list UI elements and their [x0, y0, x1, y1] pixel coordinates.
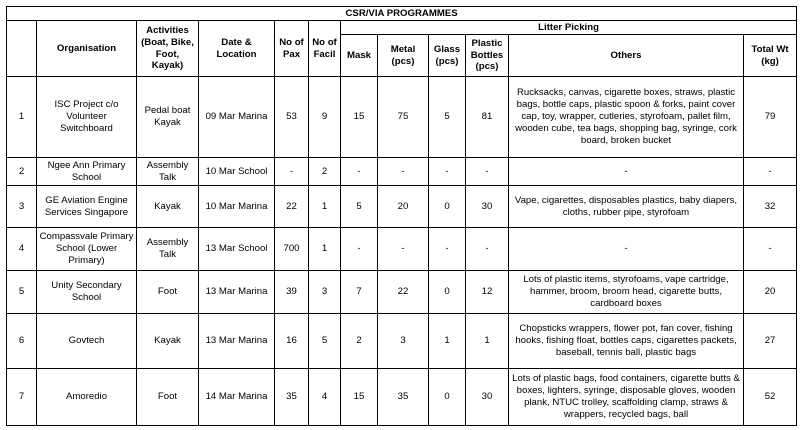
- cell-organisation: Govtech: [37, 314, 137, 369]
- cell-glass: -: [429, 228, 466, 271]
- cell-no: 1: [7, 77, 37, 158]
- cell-activity: Kayak: [137, 314, 199, 369]
- cell-pax: -: [275, 158, 309, 186]
- table-row: [7, 228, 797, 271]
- cell-glass: 0: [429, 369, 466, 426]
- cell-plastic: 30: [466, 369, 509, 426]
- header-plastic-bottles: Plastic Bottles (pcs): [466, 35, 509, 77]
- cell-pax: 39: [275, 271, 309, 314]
- cell-total: 27: [744, 314, 797, 369]
- cell-activity: Pedal boat Kayak: [137, 77, 199, 158]
- cell-others: Vape, cigarettes, disposables plastics, baby diapers, cloths, rubber pipe, styrofoam: [509, 186, 744, 228]
- cell-plastic: -: [466, 158, 509, 186]
- cell-organisation: Amoredio: [37, 369, 137, 426]
- cell-others: Lots of plastic items, styrofoams, vape cartridge, hammer, broom, broom head, cigarette butts, cardboard boxes: [509, 271, 744, 314]
- cell-glass: 0: [429, 186, 466, 228]
- header-others: Others: [509, 35, 744, 77]
- cell-plastic: -: [466, 228, 509, 271]
- cell-others: -: [509, 158, 744, 186]
- table-row: [7, 271, 797, 314]
- cell-facil: 9: [309, 77, 341, 158]
- cell-total: 79: [744, 77, 797, 158]
- cell-pax: 700: [275, 228, 309, 271]
- cell-no: 6: [7, 314, 37, 369]
- cell-facil: 5: [309, 314, 341, 369]
- cell-metal: 75: [378, 77, 429, 158]
- cell-plastic: 81: [466, 77, 509, 158]
- cell-date-location: 14 Mar Marina: [199, 369, 275, 426]
- cell-plastic: 12: [466, 271, 509, 314]
- cell-glass: 0: [429, 271, 466, 314]
- cell-organisation: Ngee Ann Primary School: [37, 158, 137, 186]
- cell-total: 32: [744, 186, 797, 228]
- cell-activity: Assembly Talk: [137, 158, 199, 186]
- cell-total: 20: [744, 271, 797, 314]
- table-row: [7, 186, 797, 228]
- cell-no: 2: [7, 158, 37, 186]
- cell-metal: 22: [378, 271, 429, 314]
- cell-metal: 20: [378, 186, 429, 228]
- cell-activity: Foot: [137, 369, 199, 426]
- header-litter-picking: Litter Picking: [341, 21, 797, 35]
- cell-no: 7: [7, 369, 37, 426]
- cell-mask: 15: [341, 369, 378, 426]
- header-mask: Mask: [341, 35, 378, 77]
- cell-mask: 2: [341, 314, 378, 369]
- cell-others: Rucksacks, canvas, cigarette boxes, straws, plastic bags, bottle caps, plastic spoon & forks, paint cover cap, toy, wrapper, cutleries, styrofoam, pallet film, wooden cube, tea bags, shopping bag, syringe, cork board, broken bucket: [509, 77, 744, 158]
- cell-plastic: 30: [466, 186, 509, 228]
- cell-date-location: 13 Mar Marina: [199, 314, 275, 369]
- cell-activity: Foot: [137, 271, 199, 314]
- cell-organisation: GE Aviation Engine Services Singapore: [37, 186, 137, 228]
- cell-date-location: 13 Mar Marina: [199, 271, 275, 314]
- header-metal: Metal (pcs): [378, 35, 429, 77]
- table-row: [7, 77, 797, 158]
- cell-date-location: 10 Mar Marina: [199, 186, 275, 228]
- cell-facil: 4: [309, 369, 341, 426]
- cell-organisation: ISC Project c/o Volunteer Switchboard: [37, 77, 137, 158]
- cell-activity: Kayak: [137, 186, 199, 228]
- header-date-location: Date & Location: [199, 21, 275, 77]
- cell-glass: 1: [429, 314, 466, 369]
- cell-facil: 3: [309, 271, 341, 314]
- csr-programmes-table: [6, 6, 797, 426]
- cell-facil: 2: [309, 158, 341, 186]
- cell-others: Lots of plastic bags, food containers, cigarette butts & boxes, lighters, syringe, disposable gloves, wooden plank, NTUC trolley, scaffolding clamp, straws & wrappers, recycled bags, ball: [509, 369, 744, 426]
- header-index: [7, 21, 37, 77]
- header-organisation: Organisation: [37, 21, 137, 77]
- cell-organisation: Unity Secondary School: [37, 271, 137, 314]
- cell-date-location: 09 Mar Marina: [199, 77, 275, 158]
- cell-total: -: [744, 158, 797, 186]
- table-row: [7, 369, 797, 426]
- cell-metal: 3: [378, 314, 429, 369]
- cell-facil: 1: [309, 228, 341, 271]
- cell-mask: 5: [341, 186, 378, 228]
- cell-glass: -: [429, 158, 466, 186]
- cell-facil: 1: [309, 186, 341, 228]
- cell-metal: -: [378, 158, 429, 186]
- cell-metal: 35: [378, 369, 429, 426]
- cell-activity: Assembly Talk: [137, 228, 199, 271]
- cell-mask: 7: [341, 271, 378, 314]
- header-total-wt: Total Wt (kg): [744, 35, 797, 77]
- header-activities: Activities (Boat, Bike, Foot, Kayak): [137, 21, 199, 77]
- cell-date-location: 13 Mar School: [199, 228, 275, 271]
- cell-plastic: 1: [466, 314, 509, 369]
- cell-others: Chopsticks wrappers, flower pot, fan cover, fishing hooks, fishing float, bottles caps, cigarettes packets, baseball, tennis ball, plastic bags: [509, 314, 744, 369]
- cell-no: 3: [7, 186, 37, 228]
- cell-pax: 53: [275, 77, 309, 158]
- header-glass: Glass (pcs): [429, 35, 466, 77]
- cell-others: -: [509, 228, 744, 271]
- header-no-facil: No of Facil: [309, 21, 341, 77]
- cell-pax: 35: [275, 369, 309, 426]
- cell-metal: -: [378, 228, 429, 271]
- cell-no: 5: [7, 271, 37, 314]
- cell-pax: 22: [275, 186, 309, 228]
- cell-mask: -: [341, 158, 378, 186]
- cell-organisation: Compassvale Primary School (Lower Primary): [37, 228, 137, 271]
- cell-no: 4: [7, 228, 37, 271]
- cell-total: 52: [744, 369, 797, 426]
- cell-pax: 16: [275, 314, 309, 369]
- cell-total: -: [744, 228, 797, 271]
- cell-mask: -: [341, 228, 378, 271]
- table-title: CSR/VIA PROGRAMMES: [7, 7, 797, 21]
- table-row: [7, 158, 797, 186]
- cell-mask: 15: [341, 77, 378, 158]
- cell-glass: 5: [429, 77, 466, 158]
- header-no-pax: No of Pax: [275, 21, 309, 77]
- table-row: [7, 314, 797, 369]
- cell-date-location: 10 Mar School: [199, 158, 275, 186]
